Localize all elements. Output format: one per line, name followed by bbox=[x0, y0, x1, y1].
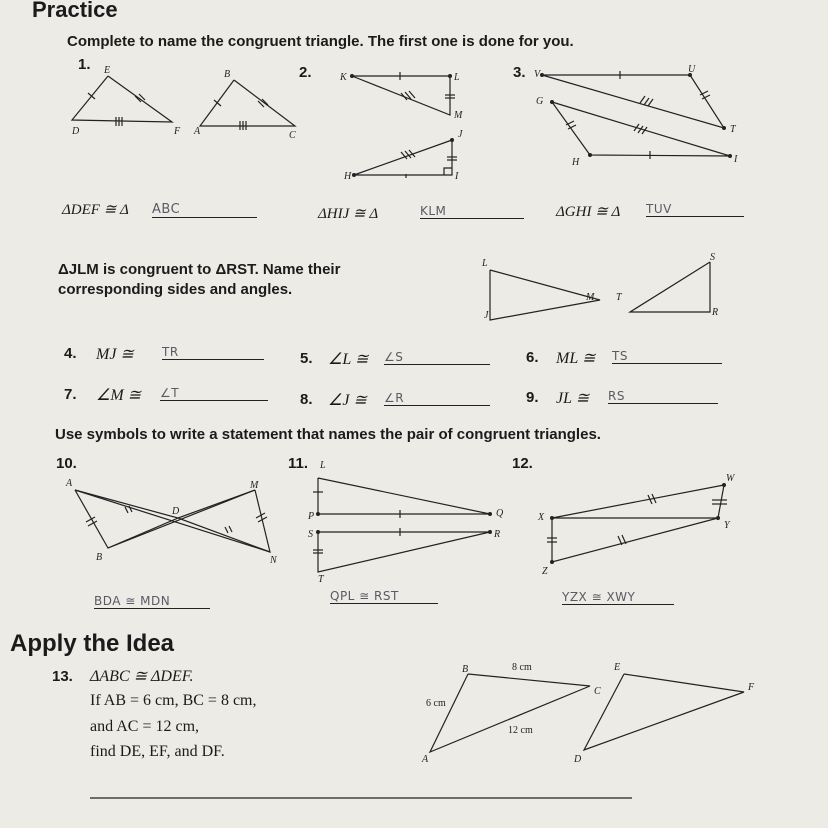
item-8-question: ∠J ≅ bbox=[328, 392, 367, 409]
vertex-label: C bbox=[594, 686, 601, 697]
vertex-label: B bbox=[462, 664, 469, 675]
item-4-question: MJ ≅ bbox=[96, 346, 134, 363]
answer-11: QPL ≅ RST bbox=[330, 589, 438, 604]
vertex-label: D bbox=[72, 126, 80, 137]
part2-prompt-line2: corresponding sides and angles. bbox=[58, 281, 293, 298]
item-7-answer: ∠T bbox=[160, 386, 268, 401]
vertex-label: Z bbox=[542, 566, 548, 577]
item-10-number: 10. bbox=[56, 455, 77, 472]
part2-prompt-line1: ΔJLM is congruent to ΔRST. Name their bbox=[58, 261, 341, 278]
triangle-rst-11 bbox=[318, 532, 490, 572]
item-8-number: 8. bbox=[300, 391, 313, 408]
triangle-qpl bbox=[318, 478, 490, 514]
part3-instruction: Use symbols to write a statement that names the pair of congruent triangles. bbox=[55, 426, 601, 443]
vertex-label: Q bbox=[496, 508, 504, 519]
vertex-label: H bbox=[344, 171, 352, 182]
apply-line3: and AC = 12 cm, bbox=[90, 718, 200, 735]
item-4-answer: TR bbox=[162, 345, 264, 360]
vertex-label: G bbox=[536, 96, 544, 107]
vertex-label: V bbox=[534, 69, 541, 80]
vertex-label: J bbox=[484, 310, 489, 321]
item-5-number: 5. bbox=[300, 350, 313, 367]
triangle-def bbox=[72, 76, 172, 122]
triangle-def-13 bbox=[584, 674, 744, 750]
statement-3: ΔGHI ≅ Δ bbox=[556, 204, 621, 220]
vertex-label: S bbox=[308, 529, 313, 540]
item-11-number: 11. bbox=[288, 455, 309, 472]
triangle-abc-13 bbox=[430, 674, 590, 752]
item-9-question: JL ≅ bbox=[556, 390, 590, 407]
item-6-answer: TS bbox=[612, 349, 722, 364]
triangle-xwy bbox=[552, 485, 724, 518]
vertex-label: M bbox=[586, 292, 595, 303]
vertex-label: F bbox=[174, 126, 181, 137]
page-title: Practice bbox=[32, 0, 118, 22]
vertex-label: A bbox=[194, 126, 201, 137]
triangle-rst bbox=[630, 262, 710, 312]
triangle-mdn bbox=[178, 490, 270, 552]
item-5-answer: ∠S bbox=[384, 350, 490, 365]
vertex-label: J bbox=[458, 129, 463, 140]
vertex-label: D bbox=[172, 506, 180, 517]
item-9-answer: RS bbox=[608, 389, 718, 404]
item-8-answer: ∠R bbox=[384, 391, 490, 406]
triangle-vut bbox=[542, 75, 724, 128]
vertex-label: U bbox=[688, 64, 696, 75]
vertex-label: E bbox=[614, 662, 621, 673]
item-5-question: ∠L ≅ bbox=[328, 351, 369, 368]
item-2-number: 2. bbox=[299, 64, 312, 81]
vertex-label: L bbox=[482, 258, 488, 269]
vertex-label: T bbox=[730, 124, 736, 135]
vertex-label: M bbox=[250, 480, 259, 491]
item-6-question: ML ≅ bbox=[556, 350, 596, 367]
apply-title: Apply the Idea bbox=[10, 630, 175, 657]
vertex-label: P bbox=[308, 511, 315, 522]
triangle-yzx bbox=[552, 518, 718, 562]
vertex-label: I bbox=[455, 171, 459, 182]
triangle-jlm bbox=[490, 270, 600, 320]
answer-12: YZX ≅ XWY bbox=[562, 590, 674, 605]
vertex-label: E bbox=[104, 65, 111, 76]
answer-3: TUV bbox=[646, 202, 744, 217]
vertex-label: B bbox=[96, 552, 103, 563]
apply-figure bbox=[0, 650, 828, 828]
apply-line4: find DE, EF, and DF. bbox=[90, 743, 225, 760]
item-12-number: 12. bbox=[512, 455, 533, 472]
vertex-label: R bbox=[712, 307, 719, 318]
triangle-jhi bbox=[354, 140, 452, 175]
vertex-label: N bbox=[270, 555, 277, 566]
vertex-label: K bbox=[340, 72, 347, 83]
item-1-number: 1. bbox=[78, 56, 91, 73]
vertex-label: T bbox=[318, 574, 324, 585]
measure-label: 6 cm bbox=[426, 698, 446, 709]
vertex-label: I bbox=[734, 154, 738, 165]
statement-1: ΔDEF ≅ Δ bbox=[62, 202, 129, 218]
measure-label: 12 cm bbox=[508, 725, 533, 736]
triangle-abc bbox=[200, 80, 295, 126]
item-13-number: 13. bbox=[52, 668, 73, 685]
vertex-label: S bbox=[710, 252, 715, 263]
vertex-label: W bbox=[726, 473, 735, 484]
vertex-label: F bbox=[748, 682, 755, 693]
vertex-label: A bbox=[422, 754, 429, 765]
vertex-label: B bbox=[224, 69, 231, 80]
vertex-label: C bbox=[289, 130, 296, 141]
apply-line2: If AB = 6 cm, BC = 8 cm, bbox=[90, 692, 257, 709]
answer-2: KLM bbox=[420, 204, 524, 219]
item-7-number: 7. bbox=[64, 386, 77, 403]
triangle-klm bbox=[352, 76, 450, 115]
statement-2: ΔHIJ ≅ Δ bbox=[318, 206, 379, 222]
vertex-label: T bbox=[616, 292, 622, 303]
answer-1: ABC bbox=[152, 202, 257, 218]
vertex-label: L bbox=[454, 72, 460, 83]
item-4-number: 4. bbox=[64, 345, 77, 362]
item-3-number: 3. bbox=[513, 64, 526, 81]
apply-line1: ΔABC ≅ ΔDEF. bbox=[90, 668, 194, 685]
vertex-label: X bbox=[538, 512, 545, 523]
item-6-number: 6. bbox=[526, 349, 539, 366]
measure-label: 8 cm bbox=[512, 662, 532, 673]
vertex-label: M bbox=[454, 110, 463, 121]
vertex-label: R bbox=[494, 529, 501, 540]
vertex-label: H bbox=[572, 157, 580, 168]
vertex-label: Y bbox=[724, 520, 730, 531]
vertex-label: A bbox=[66, 478, 73, 489]
item-7-question: ∠M ≅ bbox=[96, 387, 142, 404]
vertex-label: D bbox=[574, 754, 582, 765]
answer-10: BDA ≅ MDN bbox=[94, 594, 210, 609]
item-9-number: 9. bbox=[526, 389, 539, 406]
vertex-label: L bbox=[320, 460, 326, 471]
instructions: Complete to name the congruent triangle. The first one is done for you. bbox=[67, 33, 574, 50]
